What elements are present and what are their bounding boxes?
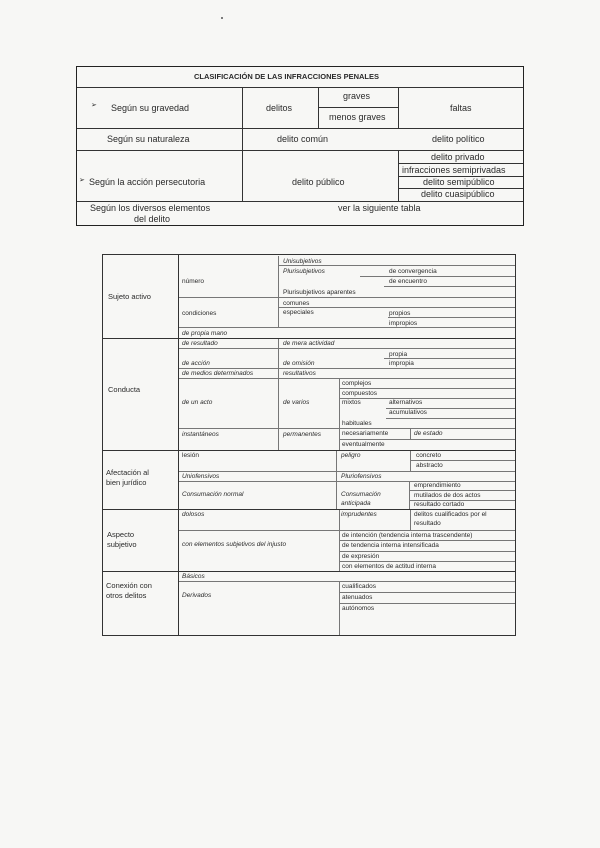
section-afectacion-1: Afectación al (106, 468, 149, 477)
cell-consumacion-normal: Consumación normal (182, 491, 244, 498)
cell-cualificados-resultado-2: resultado (414, 520, 441, 527)
cell-de-un-acto: de un acto (182, 399, 213, 406)
row-label-naturaleza: Según su naturaleza (107, 134, 190, 144)
cell-expresion: de expresión (342, 553, 380, 560)
cell-aparentes: Plurisubjetivos aparentes (283, 289, 356, 296)
cell-faltas: faltas (450, 103, 472, 113)
cell-infracciones-semiprivadas: infracciones semiprivadas (402, 165, 506, 175)
cell-dolosos: dolosos (182, 511, 205, 518)
table-title: CLASIFICACIÓN DE LAS INFRACCIONES PENALES (194, 72, 380, 81)
cell-impropia: impropia (389, 360, 414, 367)
cell-derivados: Derivados (182, 592, 212, 599)
cell-medios-determinados: de medios determinados (182, 370, 254, 377)
section-afectacion-2: bien jurídico (106, 478, 147, 487)
cell-uniofensivos: Uniofensivos (182, 473, 220, 480)
cell-abstracto: abstracto (416, 462, 443, 469)
cell-graves: graves (343, 91, 371, 101)
cell-de-accion: de acción (182, 360, 210, 367)
cell-delito-privado: delito privado (431, 152, 485, 162)
bullet-arrow: ➢ (79, 177, 85, 184)
row-label-elementos-2: del delito (134, 214, 171, 224)
cell-de-resultado: de resultado (182, 340, 218, 347)
cell-necesariamente: necesariamente (342, 430, 389, 437)
cell-consumacion-anticipada-1: Consumación (341, 491, 381, 498)
cell-intencion: de intención (tendencia interna trascendente) (342, 532, 473, 539)
cell-condiciones: condiciones (182, 310, 217, 317)
cell-consumacion-anticipada-2: anticipada (341, 500, 371, 507)
cell-encuentro: de encuentro (389, 278, 427, 285)
cell-de-estado: de estado (414, 430, 443, 437)
cell-de-omision: de omisión (283, 360, 315, 367)
cell-especiales: especiales (283, 309, 314, 316)
cell-resultativos: resultativos (283, 370, 316, 377)
cell-impropios: impropios (389, 320, 418, 327)
section-aspecto-1: Aspecto (107, 530, 135, 539)
section-sujeto-activo: Sujeto activo (108, 292, 151, 301)
bullet-arrow: ➢ (91, 102, 97, 109)
scan-speck (221, 17, 223, 19)
cell-imprudentes: imprudentes (341, 511, 377, 518)
cell-delito-cuasipublico: delito cuasipúblico (421, 189, 495, 199)
cell-compuestos: compuestos (342, 390, 378, 397)
cell-cualificados: cualificados (342, 583, 376, 590)
cell-autonomos: autónomos (342, 605, 375, 612)
cell-mutilados: mutilados de dos actos (414, 492, 481, 499)
cell-basicos: Básicos (182, 573, 205, 580)
cell-lesion: lesión (182, 452, 199, 459)
cell-peligro: peligro (341, 452, 361, 459)
cell-tendencia: de tendencia interna intensificada (342, 542, 439, 549)
cell-convergencia: de convergencia (389, 268, 437, 275)
cell-delito-politico: delito político (432, 134, 485, 144)
cell-de-varios: de varios (283, 399, 310, 406)
cell-permanentes: permanentes (283, 431, 321, 438)
cell-pluriofensivos: Pluriofensivos (341, 473, 382, 480)
cell-numero: número (182, 278, 205, 285)
cell-plurisubjetivos: Plurisubjetivos (283, 268, 325, 275)
cell-unisubjetivos: Unisubjetivos (283, 258, 322, 265)
cell-delito-comun: delito común (277, 134, 329, 144)
cell-mera-actividad: de mera actividad (283, 340, 335, 347)
cell-ver-tabla: ver la siguiente tabla (338, 203, 421, 213)
cell-delitos: delitos (266, 103, 293, 113)
cell-mixtos: mixtos (342, 399, 361, 406)
cell-emprendimiento: emprendimiento (414, 482, 461, 489)
cell-cualificados-resultado-1: delitos cualificados por el (414, 511, 487, 518)
section-aspecto-2: subjetivo (107, 540, 137, 549)
cell-propia: propia (389, 351, 408, 358)
cell-resultado-cortado: resultado cortado (414, 501, 465, 508)
cell-habituales: habituales (342, 420, 372, 427)
cell-elementos-injusto: con elementos subjetivos del injusto (182, 541, 287, 548)
cell-comunes: comunes (283, 300, 310, 307)
row-label-gravedad: Según su gravedad (111, 103, 190, 113)
cell-propia-mano: de propia mano (182, 330, 228, 337)
cell-concreto: concreto (416, 452, 441, 459)
cell-propios: propios (389, 310, 411, 317)
cell-actitud: con elementos de actitud interna (342, 563, 436, 570)
row-label-accion: Según la acción persecutoria (89, 177, 206, 187)
cell-instantaneos: instantáneos (182, 431, 219, 438)
section-conducta: Conducta (108, 385, 141, 394)
cell-acumulativos: acumulativos (389, 409, 427, 416)
cell-atenuados: atenuados (342, 594, 373, 601)
row-label-elementos-1: Según los diversos elementos (90, 203, 211, 213)
section-conexion-1: Conexión con (106, 581, 152, 590)
cell-menos-graves: menos graves (329, 112, 386, 122)
cell-alternativos: alternativos (389, 399, 423, 406)
cell-complejos: complejos (342, 380, 372, 387)
section-conexion-2: otros delitos (106, 591, 147, 600)
cell-eventualmente: eventualmente (342, 441, 385, 448)
cell-delito-semipublico: delito semipúblico (423, 177, 495, 187)
cell-delito-publico: delito público (292, 177, 345, 187)
classification-table (76, 66, 524, 226)
